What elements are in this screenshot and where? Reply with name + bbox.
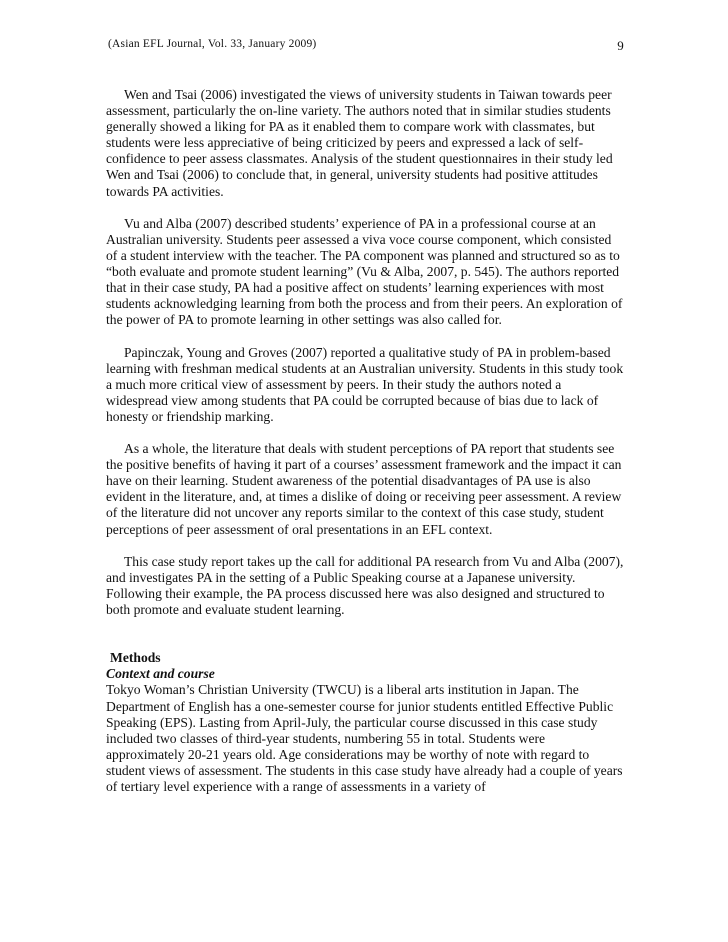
paragraph-context-course: Tokyo Woman’s Christian University (TWCU) is a liberal arts institution in Japan. The Department of English has a one-semester course for junior students entitled Effective Public Speaking (EPS). Lasting from April-July, the particular course discussed in this case study included two classes of third-year students, numbering 55 in total. Students were approximately 20-21 years old. Age considerations may be worthy of note with regard to student views of assessment. The students in this case study have already had a couple of years of tertiary level experience with a range of assessments in a variety of <box>106 682 623 795</box>
subsection-heading-context: Context and course <box>106 666 215 682</box>
paragraph-vu-alba: Vu and Alba (2007) described students’ experience of PA in a professional course at an Australian university. Students peer assessed a viva voce course component, which consisted of a student interview with the teacher. The PA component was planned and structured so as to “both evaluate and promote student learning” (Vu & Alba, 2007, p. 545). The authors reported that in their case study, PA had a positive affect on students’ learning experiences with most students acknowledging learning from both the process and from their peers. An exploration of the power of PA to promote learning in other settings was also called for. <box>106 215 623 328</box>
section-spacer <box>106 634 626 650</box>
paragraph-wen-tsai: Wen and Tsai (2006) investigated the views of university students in Taiwan towards peer assessment, particularly the on-line variety. The authors noted that in similar studies students generally showed a liking for PA as it enabled them to compare work with classmates, but students were less appreciative of being criticized by peers and expressed a lack of self-confidence to peer assess classmates. Analysis of the student questionnaires in their study led Wen and Tsai (2006) to conclude that, in general, university students had positive attitudes towards PA activities. <box>106 87 613 199</box>
section-heading-methods: Methods <box>110 650 161 666</box>
paragraph-literature-summary: As a whole, the literature that deals with student perceptions of PA report that students see the positive benefits of having it part of a courses’ assessment framework and the impact it can have on their learning. Student awareness of the potential disadvantages of PA use is also evident in the literature, and, at times a dislike of doing or receiving peer assessment. A review of the literature did not uncover any reports similar to the context of this case study, student perceptions of peer assessment of oral presentations in an EFL context. <box>106 441 622 537</box>
paragraph-papinczak: Papinczak, Young and Groves (2007) reported a qualitative study of PA in problem-based learning with freshman medical students at an Australian university. Students in this study took a much more critical view of assessment by peers. In their study the authors noted a widespread view among students that PA could be corrupted because of bias due to lack of honesty or friendship marking. <box>106 344 624 424</box>
journal-citation: (Asian EFL Journal, Vol. 33, January 2009) <box>108 38 317 50</box>
running-header <box>108 38 624 56</box>
body-text <box>106 87 626 795</box>
paragraph-case-study-intro: This case study report takes up the call for additional PA research from Vu and Alba (2007), and investigates PA in the setting of a Public Speaking course at a Japanese university. Following their example, the PA process discussed here was also designed and structured to both promote and evaluate student learning. <box>106 553 624 617</box>
page-number: 9 <box>617 38 624 53</box>
